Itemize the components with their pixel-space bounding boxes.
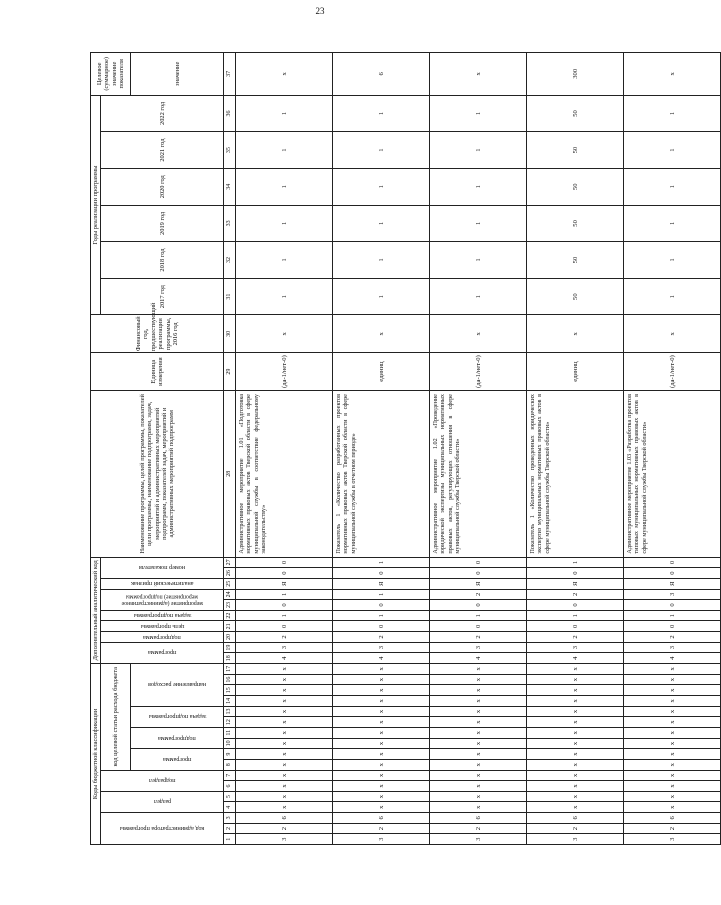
code-cell: x — [527, 749, 624, 760]
column-number: 2 — [224, 823, 236, 834]
year-value-cell: 1 — [236, 168, 333, 205]
code-cell: x — [527, 664, 624, 675]
code-cell: x — [236, 781, 333, 792]
indicator-description: Административное мероприятие 1.02 «Проведение юридической экспертизы муниципальных нормативных правовых актов, регулирующих отношения в сфере муниципальной службы Тверской области» — [430, 390, 527, 557]
code-cell: x — [624, 717, 721, 728]
code-cell: x — [624, 674, 721, 685]
year-value-cell: 50 — [527, 168, 624, 205]
target-value-cell: x — [236, 53, 333, 96]
code-cell: 0 — [430, 568, 527, 579]
column-number: 3 — [224, 813, 236, 824]
code-cell: 1 — [236, 589, 333, 600]
code-cell: 2 — [430, 632, 527, 643]
year-value-cell: 50 — [527, 242, 624, 279]
column-number: 36 — [224, 95, 236, 132]
year-value-cell: 1 — [430, 278, 527, 315]
table-row — [527, 53, 624, 845]
code-cell: x — [236, 802, 333, 813]
year-value-cell: 1 — [624, 132, 721, 169]
unit-cell: единиц — [333, 353, 430, 391]
year-2017-header: 2017 год — [101, 278, 224, 315]
unit-column-header: Единица измерения — [91, 353, 224, 391]
table-row — [430, 53, 527, 845]
code-cell: x — [236, 696, 333, 707]
code-cell: 0 — [430, 557, 527, 568]
code-cell: x — [430, 791, 527, 802]
code-cell: x — [333, 717, 430, 728]
code-cell: 1 — [430, 610, 527, 621]
code-cell: x — [527, 685, 624, 696]
column-number: 34 — [224, 168, 236, 205]
a-meropriyatie-header: мероприятие (административное мероприятие) подпрограммы — [121, 593, 204, 607]
column-number: 8 — [224, 759, 236, 770]
code-cell: 3 — [236, 834, 333, 845]
code-cell: Я — [527, 578, 624, 589]
a-cel-header: цель программы — [140, 622, 185, 630]
year-value-cell: 1 — [333, 132, 430, 169]
target-value-cell: x — [430, 53, 527, 96]
code-cell: x — [430, 685, 527, 696]
code-cell: x — [624, 696, 721, 707]
column-number: 29 — [224, 353, 236, 391]
code-cell: x — [624, 802, 721, 813]
year-value-cell: 1 — [236, 205, 333, 242]
year-value-cell: 50 — [527, 205, 624, 242]
column-number: 20 — [224, 632, 236, 643]
column-number: 24 — [224, 589, 236, 600]
code-cell: 2 — [527, 823, 624, 834]
programma-header: программа — [163, 755, 192, 763]
code-cell: 2 — [333, 823, 430, 834]
column-number: 31 — [224, 278, 236, 315]
column-number: 30 — [224, 315, 236, 353]
column-number: 23 — [224, 600, 236, 611]
code-cell: x — [333, 738, 430, 749]
code-cell: 1 — [527, 557, 624, 568]
fin-year-column-header: Финансовый год, предшествующий реализации программы, 2016 год — [91, 315, 224, 353]
column-number: 16 — [224, 674, 236, 685]
code-cell: x — [333, 674, 430, 685]
code-cell: 3 — [624, 589, 721, 600]
a-programma-header: программа — [148, 649, 177, 657]
code-cell: x — [527, 696, 624, 707]
column-number: 18 — [224, 653, 236, 664]
code-cell: 3 — [236, 642, 333, 653]
analytic-title: Дополнительный аналитический код — [91, 557, 101, 663]
column-number: 35 — [224, 132, 236, 169]
year-2021-header: 2021 год — [101, 132, 224, 169]
code-cell: 3 — [624, 642, 721, 653]
target-value-cell: 300 — [527, 53, 624, 96]
code-cell: 0 — [527, 600, 624, 611]
column-number: 37 — [224, 53, 236, 96]
code-cell: x — [333, 770, 430, 781]
fin-year-cell: x — [333, 315, 430, 353]
code-cell: 2 — [333, 632, 430, 643]
code-cell: 4 — [430, 653, 527, 664]
year-value-cell: 1 — [333, 242, 430, 279]
year-value-cell: 1 — [236, 132, 333, 169]
razdel-header: раздел — [153, 798, 171, 806]
code-cell: x — [236, 706, 333, 717]
code-cell: 2 — [527, 632, 624, 643]
code-cell: x — [527, 706, 624, 717]
code-cell: x — [333, 706, 430, 717]
code-cell: Я — [624, 578, 721, 589]
code-cell: x — [236, 727, 333, 738]
code-cell: 2 — [430, 823, 527, 834]
code-cell: x — [430, 738, 527, 749]
code-cell: x — [624, 770, 721, 781]
a-priznak-header: аналитический признак — [131, 580, 194, 588]
code-cell: 2 — [236, 632, 333, 643]
code-cell: x — [527, 770, 624, 781]
column-number: 33 — [224, 205, 236, 242]
year-value-cell: 50 — [527, 95, 624, 132]
year-value-cell: 1 — [236, 95, 333, 132]
code-cell: x — [430, 717, 527, 728]
code-cell: 0 — [624, 568, 721, 579]
code-cell: x — [333, 696, 430, 707]
code-cell: x — [333, 791, 430, 802]
column-number: 4 — [224, 802, 236, 813]
code-cell: x — [527, 781, 624, 792]
code-cell: x — [333, 685, 430, 696]
year-value-cell: 1 — [624, 278, 721, 315]
code-cell: x — [624, 781, 721, 792]
code-cell: 1 — [624, 610, 721, 621]
year-value-cell: 1 — [333, 205, 430, 242]
code-cell: x — [624, 738, 721, 749]
column-number: 6 — [224, 781, 236, 792]
code-cell: 2 — [236, 823, 333, 834]
code-cell: 4 — [236, 653, 333, 664]
code-cell: 4 — [624, 653, 721, 664]
code-cell: x — [236, 685, 333, 696]
podrazdel-header: подраздел — [149, 777, 176, 785]
code-cell: 3 — [430, 642, 527, 653]
code-cell: 1 — [236, 610, 333, 621]
code-cell: x — [527, 727, 624, 738]
code-cell: 3 — [527, 642, 624, 653]
column-number: 11 — [224, 727, 236, 738]
code-cell: 2 — [624, 632, 721, 643]
code-cell: x — [430, 749, 527, 760]
indicator-description: Показатель 1 «Количество разработанных проектов нормативных правовых актов Тверской области в сфере муниципальной службы в отчетном периоде» — [333, 390, 430, 557]
code-cell: 6 — [236, 813, 333, 824]
year-2020-header: 2020 год — [101, 168, 224, 205]
code-cell: 3 — [527, 834, 624, 845]
code-cell: x — [430, 781, 527, 792]
code-cell: x — [236, 759, 333, 770]
column-number: 32 — [224, 242, 236, 279]
column-number: 21 — [224, 621, 236, 632]
code-cell: 4 — [333, 653, 430, 664]
target-column-header: Целевое (суммарное) значение показателя — [91, 53, 131, 96]
unit-cell: единиц — [527, 353, 624, 391]
indicator-description: Административное мероприятие 1.01 «Подготовка нормативных правовых актов Тверской области в сфере муниципальной службы в соответствие федеральному законодательству» — [236, 390, 333, 557]
code-cell: 0 — [333, 621, 430, 632]
a-nomer-header: номер показателя — [139, 564, 186, 572]
year-value-cell: 1 — [624, 168, 721, 205]
column-number: 26 — [224, 568, 236, 579]
year-value-cell: 1 — [430, 242, 527, 279]
year-value-cell: 1 — [236, 278, 333, 315]
code-cell: x — [236, 738, 333, 749]
column-number: 28 — [224, 390, 236, 557]
code-cell: 0 — [624, 621, 721, 632]
year-value-cell: 1 — [333, 168, 430, 205]
code-cell: x — [333, 664, 430, 675]
year-value-cell: 1 — [430, 132, 527, 169]
zadacha-podprogrammy-header: задача подпрограммы — [148, 713, 207, 721]
column-number: 22 — [224, 610, 236, 621]
code-cell: x — [236, 664, 333, 675]
column-number: 1 — [224, 834, 236, 845]
year-2018-header: 2018 год — [101, 242, 224, 279]
code-cell: 1 — [527, 610, 624, 621]
target-sub-header: значение — [131, 53, 224, 96]
code-cell: 0 — [333, 600, 430, 611]
code-cell: x — [430, 696, 527, 707]
fin-year-cell: x — [527, 315, 624, 353]
table-row — [333, 53, 430, 845]
code-cell: x — [333, 727, 430, 738]
code-cell: Я — [236, 578, 333, 589]
podprogramma-header: подпрограмма — [158, 734, 197, 742]
name-column-header: Наименование программы, целей программы, показателей цели программы, наименование подпрограмм, задач, мероприятий и административных мероприятий подпрограмм, показателей задач, мероприятий и административных мероприятий подпрограмм — [91, 390, 224, 557]
fin-year-cell: x — [624, 315, 721, 353]
table-row — [624, 53, 721, 845]
year-value-cell: 1 — [333, 278, 430, 315]
code-cell: 2 — [624, 823, 721, 834]
code-cell: 0 — [527, 621, 624, 632]
target-code-header: код целевой статьи расхода бюджета — [101, 664, 131, 770]
code-cell: 0 — [624, 600, 721, 611]
year-value-cell: 1 — [430, 205, 527, 242]
code-cell: 1 — [333, 557, 430, 568]
column-number: 19 — [224, 642, 236, 653]
code-cell: 6 — [527, 813, 624, 824]
code-cell: x — [527, 759, 624, 770]
fin-year-cell: x — [430, 315, 527, 353]
code-cell: x — [624, 685, 721, 696]
code-cell: 0 — [430, 600, 527, 611]
code-cell: x — [624, 759, 721, 770]
years-title: Годы реализации программы — [91, 95, 101, 315]
code-cell: 0 — [624, 557, 721, 568]
fin-year-cell: x — [236, 315, 333, 353]
column-number: 17 — [224, 664, 236, 675]
year-value-cell: 1 — [624, 242, 721, 279]
code-cell: x — [430, 802, 527, 813]
year-2019-header: 2019 год — [101, 205, 224, 242]
year-value-cell: 1 — [236, 242, 333, 279]
column-numbers-row — [224, 53, 236, 845]
column-number: 25 — [224, 578, 236, 589]
code-cell: 0 — [236, 557, 333, 568]
code-cell: 2 — [527, 589, 624, 600]
code-cell: x — [430, 706, 527, 717]
year-value-cell: 1 — [333, 95, 430, 132]
rotated-table-wrapper — [90, 52, 676, 845]
code-cell: x — [430, 770, 527, 781]
indicator-description: Показатель 1 «Количество проведенных юридических экспертиз муниципальных нормативных правовых актов в сфере муниципальной службы Тверской области» — [527, 390, 624, 557]
code-cell: x — [236, 717, 333, 728]
code-cell: x — [333, 759, 430, 770]
unit-cell: (да-1/нет-0) — [624, 353, 721, 391]
target-value-cell: 6 — [333, 53, 430, 96]
column-number: 15 — [224, 685, 236, 696]
code-cell: Я — [430, 578, 527, 589]
code-cell: 1 — [333, 610, 430, 621]
column-number: 14 — [224, 696, 236, 707]
code-cell: x — [430, 759, 527, 770]
a-podprogramma-header: подпрограмма — [143, 633, 182, 641]
indicator-description: Административное мероприятие 1.03 «Разработка проектов типовых муниципальных нормативных правовых актов в сфере муниципальной службы Тверской области» — [624, 390, 721, 557]
code-cell: 0 — [236, 621, 333, 632]
code-cell: x — [527, 738, 624, 749]
column-number: 10 — [224, 738, 236, 749]
unit-cell: (да-1/нет-0) — [430, 353, 527, 391]
code-cell: x — [236, 791, 333, 802]
code-cell: x — [236, 749, 333, 760]
year-value-cell: 50 — [527, 132, 624, 169]
code-cell: x — [430, 674, 527, 685]
code-cell: 3 — [333, 834, 430, 845]
table-row — [236, 53, 333, 845]
code-cell: 3 — [333, 642, 430, 653]
code-cell: x — [527, 802, 624, 813]
code-cell: 6 — [430, 813, 527, 824]
year-value-cell: 1 — [624, 205, 721, 242]
code-cell: x — [333, 781, 430, 792]
year-value-cell: 1 — [430, 168, 527, 205]
year-2022-header: 2022 год — [101, 95, 224, 132]
code-cell: 0 — [236, 600, 333, 611]
column-number: 7 — [224, 770, 236, 781]
year-value-cell: 50 — [527, 278, 624, 315]
unit-cell: (да-1/нет-0) — [236, 353, 333, 391]
code-cell: 4 — [527, 653, 624, 664]
year-value-cell: 1 — [430, 95, 527, 132]
page-number: 23 — [315, 6, 325, 16]
code-cell: 0 — [236, 568, 333, 579]
target-value-cell: x — [624, 53, 721, 96]
year-value-cell: 1 — [624, 95, 721, 132]
code-cell: Я — [333, 578, 430, 589]
code-cell: 6 — [333, 813, 430, 824]
code-cell: x — [430, 727, 527, 738]
code-cell: x — [333, 802, 430, 813]
code-cell: x — [624, 749, 721, 760]
code-cell: 6 — [624, 813, 721, 824]
code-cell: 0 — [333, 568, 430, 579]
napravlenie-header: направление расходов — [148, 681, 207, 689]
code-cell: 3 — [624, 834, 721, 845]
code-cell: x — [624, 706, 721, 717]
code-cell: x — [624, 727, 721, 738]
code-cell: 1 — [333, 589, 430, 600]
code-cell: 3 — [430, 834, 527, 845]
codes-title: Коды бюджетной классификации — [91, 664, 101, 845]
code-cell: x — [624, 791, 721, 802]
column-number: 5 — [224, 791, 236, 802]
code-cell: x — [236, 674, 333, 685]
code-cell: x — [333, 749, 430, 760]
code-cell: 0 — [430, 621, 527, 632]
code-cell: x — [527, 674, 624, 685]
column-number: 12 — [224, 717, 236, 728]
code-cell: 2 — [430, 589, 527, 600]
code-cell: x — [430, 664, 527, 675]
program-indicators-table — [90, 52, 721, 845]
code-cell: x — [527, 791, 624, 802]
column-number: 9 — [224, 749, 236, 760]
a-zadacha-header: задача подпрограммы — [133, 612, 192, 620]
column-number: 27 — [224, 557, 236, 568]
code-cell: x — [527, 717, 624, 728]
code-cell: x — [624, 664, 721, 675]
admin-code-header: код администратора программы — [120, 825, 205, 833]
column-number: 13 — [224, 706, 236, 717]
code-cell: 0 — [527, 568, 624, 579]
code-cell: x — [236, 770, 333, 781]
